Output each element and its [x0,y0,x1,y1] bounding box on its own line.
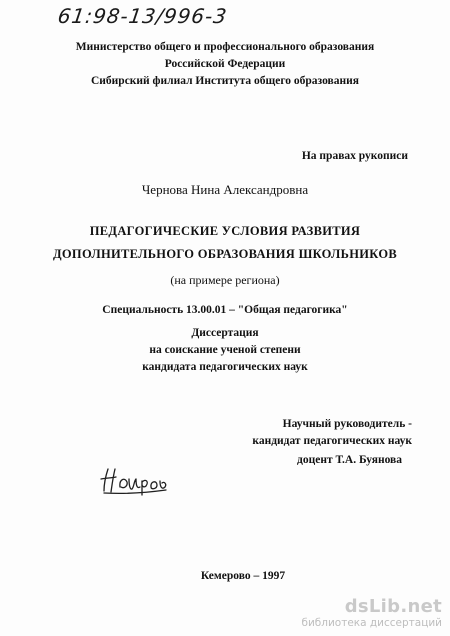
author-name: Чернова Нина Александровна [141,182,309,197]
watermark-brand: dsLib.net [344,596,442,617]
document-type: Диссертация [191,327,259,339]
advisor-degree: кандидат педагогических наук [252,435,412,447]
advisor-label: Научный руководитель - [282,418,412,430]
title-line-2: ДОПОЛНИТЕЛЬНОГО ОБРАЗОВАНИЯ ШКОЛЬНИКОВ [53,247,397,261]
ministry-line-1: Министерство общего и профессионального образования [75,41,375,53]
title-line-1: ПЕДАГОГИЧЕСКИЕ УСЛОВИЯ РАЗВИТИЯ [89,224,361,238]
degree-line-2: кандидата педагогических наук [142,361,308,373]
watermark [301,597,442,630]
ministry-line-2: Российской Федерации [164,58,286,70]
watermark-subtitle: библиотека диссертаций [301,617,442,629]
degree-line-1: на соискание ученой степени [149,344,301,356]
manuscript-rights: На правах рукописи [301,150,408,162]
specialty: Специальность 13.00.01 – "Общая педагогика" [102,304,348,316]
title-subtitle: (на примере региона) [170,273,280,287]
archive-number: 61:98-13/996-3 [56,4,229,28]
ministry-line-3: Сибирский филиал Института общего образования [91,75,359,87]
author-signature [98,465,178,497]
advisor-name: доцент Т.А. Буянова [297,454,402,466]
city-year: Кемерово – 1997 [200,570,286,582]
